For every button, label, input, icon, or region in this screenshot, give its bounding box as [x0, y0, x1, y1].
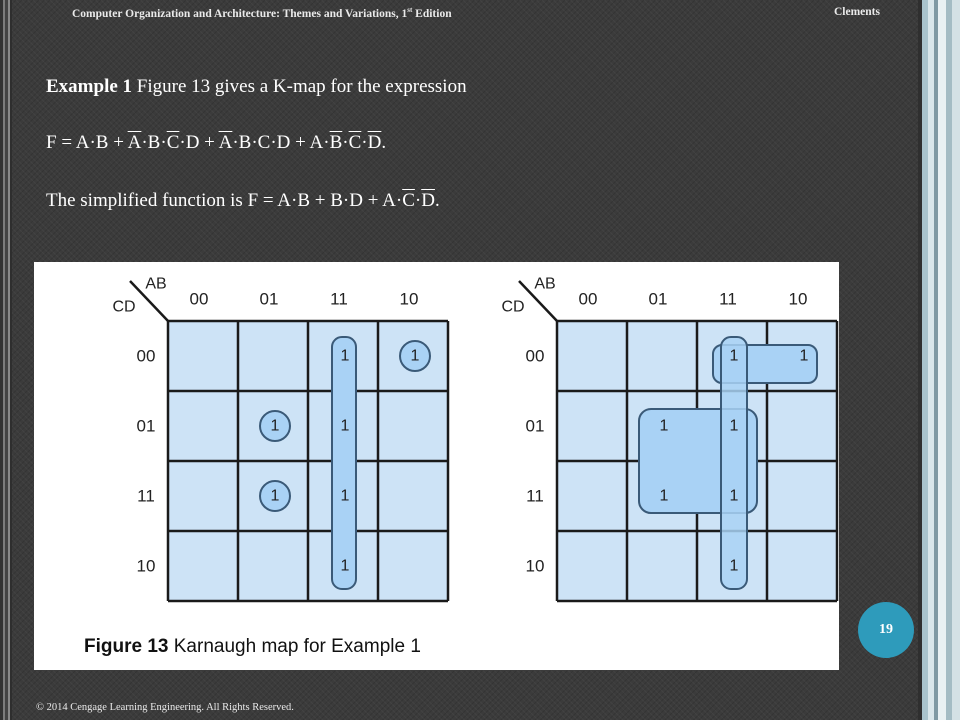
kmap-group-loop	[332, 337, 356, 589]
expression-part: ·B·C·D + A·	[232, 132, 330, 153]
expression-part: F = A·B +	[46, 132, 128, 153]
kmap-cell	[168, 391, 238, 461]
expression-part: $\overline{A}$	[218, 132, 233, 153]
kmap-cell	[767, 531, 837, 601]
kmap-corner-ab: AB	[534, 275, 556, 293]
kmap-row-label: 00	[136, 346, 156, 366]
kmap-one: 1	[729, 347, 739, 365]
kmap-cell	[557, 461, 627, 531]
kmap-cell	[767, 461, 837, 531]
kmap-one: 1	[340, 557, 350, 575]
expression-part: ·D +	[179, 132, 219, 153]
kmap-cell	[767, 391, 837, 461]
expression-part: $\overline{C}$	[348, 132, 362, 153]
expression-part: ·B·	[141, 132, 167, 153]
kmap-row-label: 00	[525, 346, 545, 366]
karnaugh-maps	[34, 262, 839, 670]
kmap-cell	[557, 531, 627, 601]
simplified-part: The simplified function is F = A·B + B·D + A·	[46, 190, 403, 211]
author-header: Clements	[834, 6, 880, 18]
left-border	[0, 0, 12, 720]
kmap-cell	[168, 531, 238, 601]
kmap-row-label: 10	[525, 556, 545, 576]
kmap-cell	[627, 531, 697, 601]
expression-part: .	[381, 132, 387, 153]
kmap-row-label: 11	[526, 486, 544, 506]
figure-panel	[34, 262, 839, 670]
kmap-one: 1	[729, 487, 739, 505]
expression-part: ·	[361, 132, 368, 153]
kmap-cell	[168, 321, 238, 391]
kmap-one: 1	[340, 487, 350, 505]
kmap-corner-ab: AB	[145, 275, 167, 293]
kmap-cell	[557, 321, 627, 391]
kmap-one: 1	[659, 487, 669, 505]
kmap-col-label: 10	[399, 289, 419, 309]
example-intro: Example 1 Figure 13 gives a K-map for the expression	[46, 76, 467, 97]
kmap-row-label: 10	[136, 556, 156, 576]
kmap-one: 1	[729, 417, 739, 435]
kmap-row-label: 01	[525, 416, 545, 436]
kmap-cell	[378, 391, 448, 461]
kmap-corner-cd: CD	[501, 298, 525, 316]
kmap-one: 1	[340, 347, 350, 365]
kmap-col-label: 00	[578, 289, 598, 309]
kmap-one: 1	[270, 417, 280, 435]
kmap-col-label: 01	[648, 289, 668, 309]
kmap-one: 1	[270, 487, 280, 505]
kmap-cell	[238, 321, 308, 391]
expression-part: $\overline{B}$	[329, 132, 343, 153]
kmap-col-label: 00	[189, 289, 209, 309]
kmap-row-label: 11	[137, 486, 155, 506]
kmap-one: 1	[410, 347, 420, 365]
kmap-corner-cd: CD	[112, 298, 136, 316]
kmap-col-label: 01	[259, 289, 279, 309]
kmap-col-label: 10	[788, 289, 808, 309]
kmap-one: 1	[659, 417, 669, 435]
figure-caption: Figure 13 Karnaugh map for Example 1	[84, 635, 421, 657]
simplified-part: $\overline{C}$	[402, 190, 415, 211]
expression-part: $\overline{C}$	[166, 132, 180, 153]
expression-part: $\overline{D}$	[367, 132, 382, 153]
expression-part: $\overline{A}$	[127, 132, 142, 153]
expression-part: ·	[342, 132, 349, 153]
copyright-footer: © 2014 Cengage Learning Engineering. All Rights Reserved.	[36, 702, 294, 713]
expression	[46, 132, 386, 154]
kmap-one: 1	[729, 557, 739, 575]
simplified-part: $\overline{D}$	[421, 190, 435, 211]
kmap-cell	[238, 531, 308, 601]
kmap-cell	[557, 391, 627, 461]
kmap-cell	[378, 461, 448, 531]
kmap-one: 1	[799, 347, 809, 365]
kmap-col-label: 11	[330, 289, 348, 309]
example-label: Example 1	[46, 76, 133, 97]
simplified-part: .	[434, 190, 440, 211]
book-title-header: Computer Organization and Architecture: Themes and Variations, 1st Edition	[72, 6, 452, 20]
simplified-part: ·	[414, 190, 422, 211]
right-border-stripes	[918, 0, 960, 720]
kmap-cell	[378, 531, 448, 601]
kmap-cell	[168, 461, 238, 531]
kmap-col-label: 11	[719, 289, 737, 309]
kmap-one: 1	[340, 417, 350, 435]
kmap-row-label: 01	[136, 416, 156, 436]
kmap-group-loop	[721, 337, 747, 589]
kmap-cell	[627, 321, 697, 391]
page-number-badge: 19	[858, 602, 914, 658]
simplified-function	[46, 190, 440, 212]
